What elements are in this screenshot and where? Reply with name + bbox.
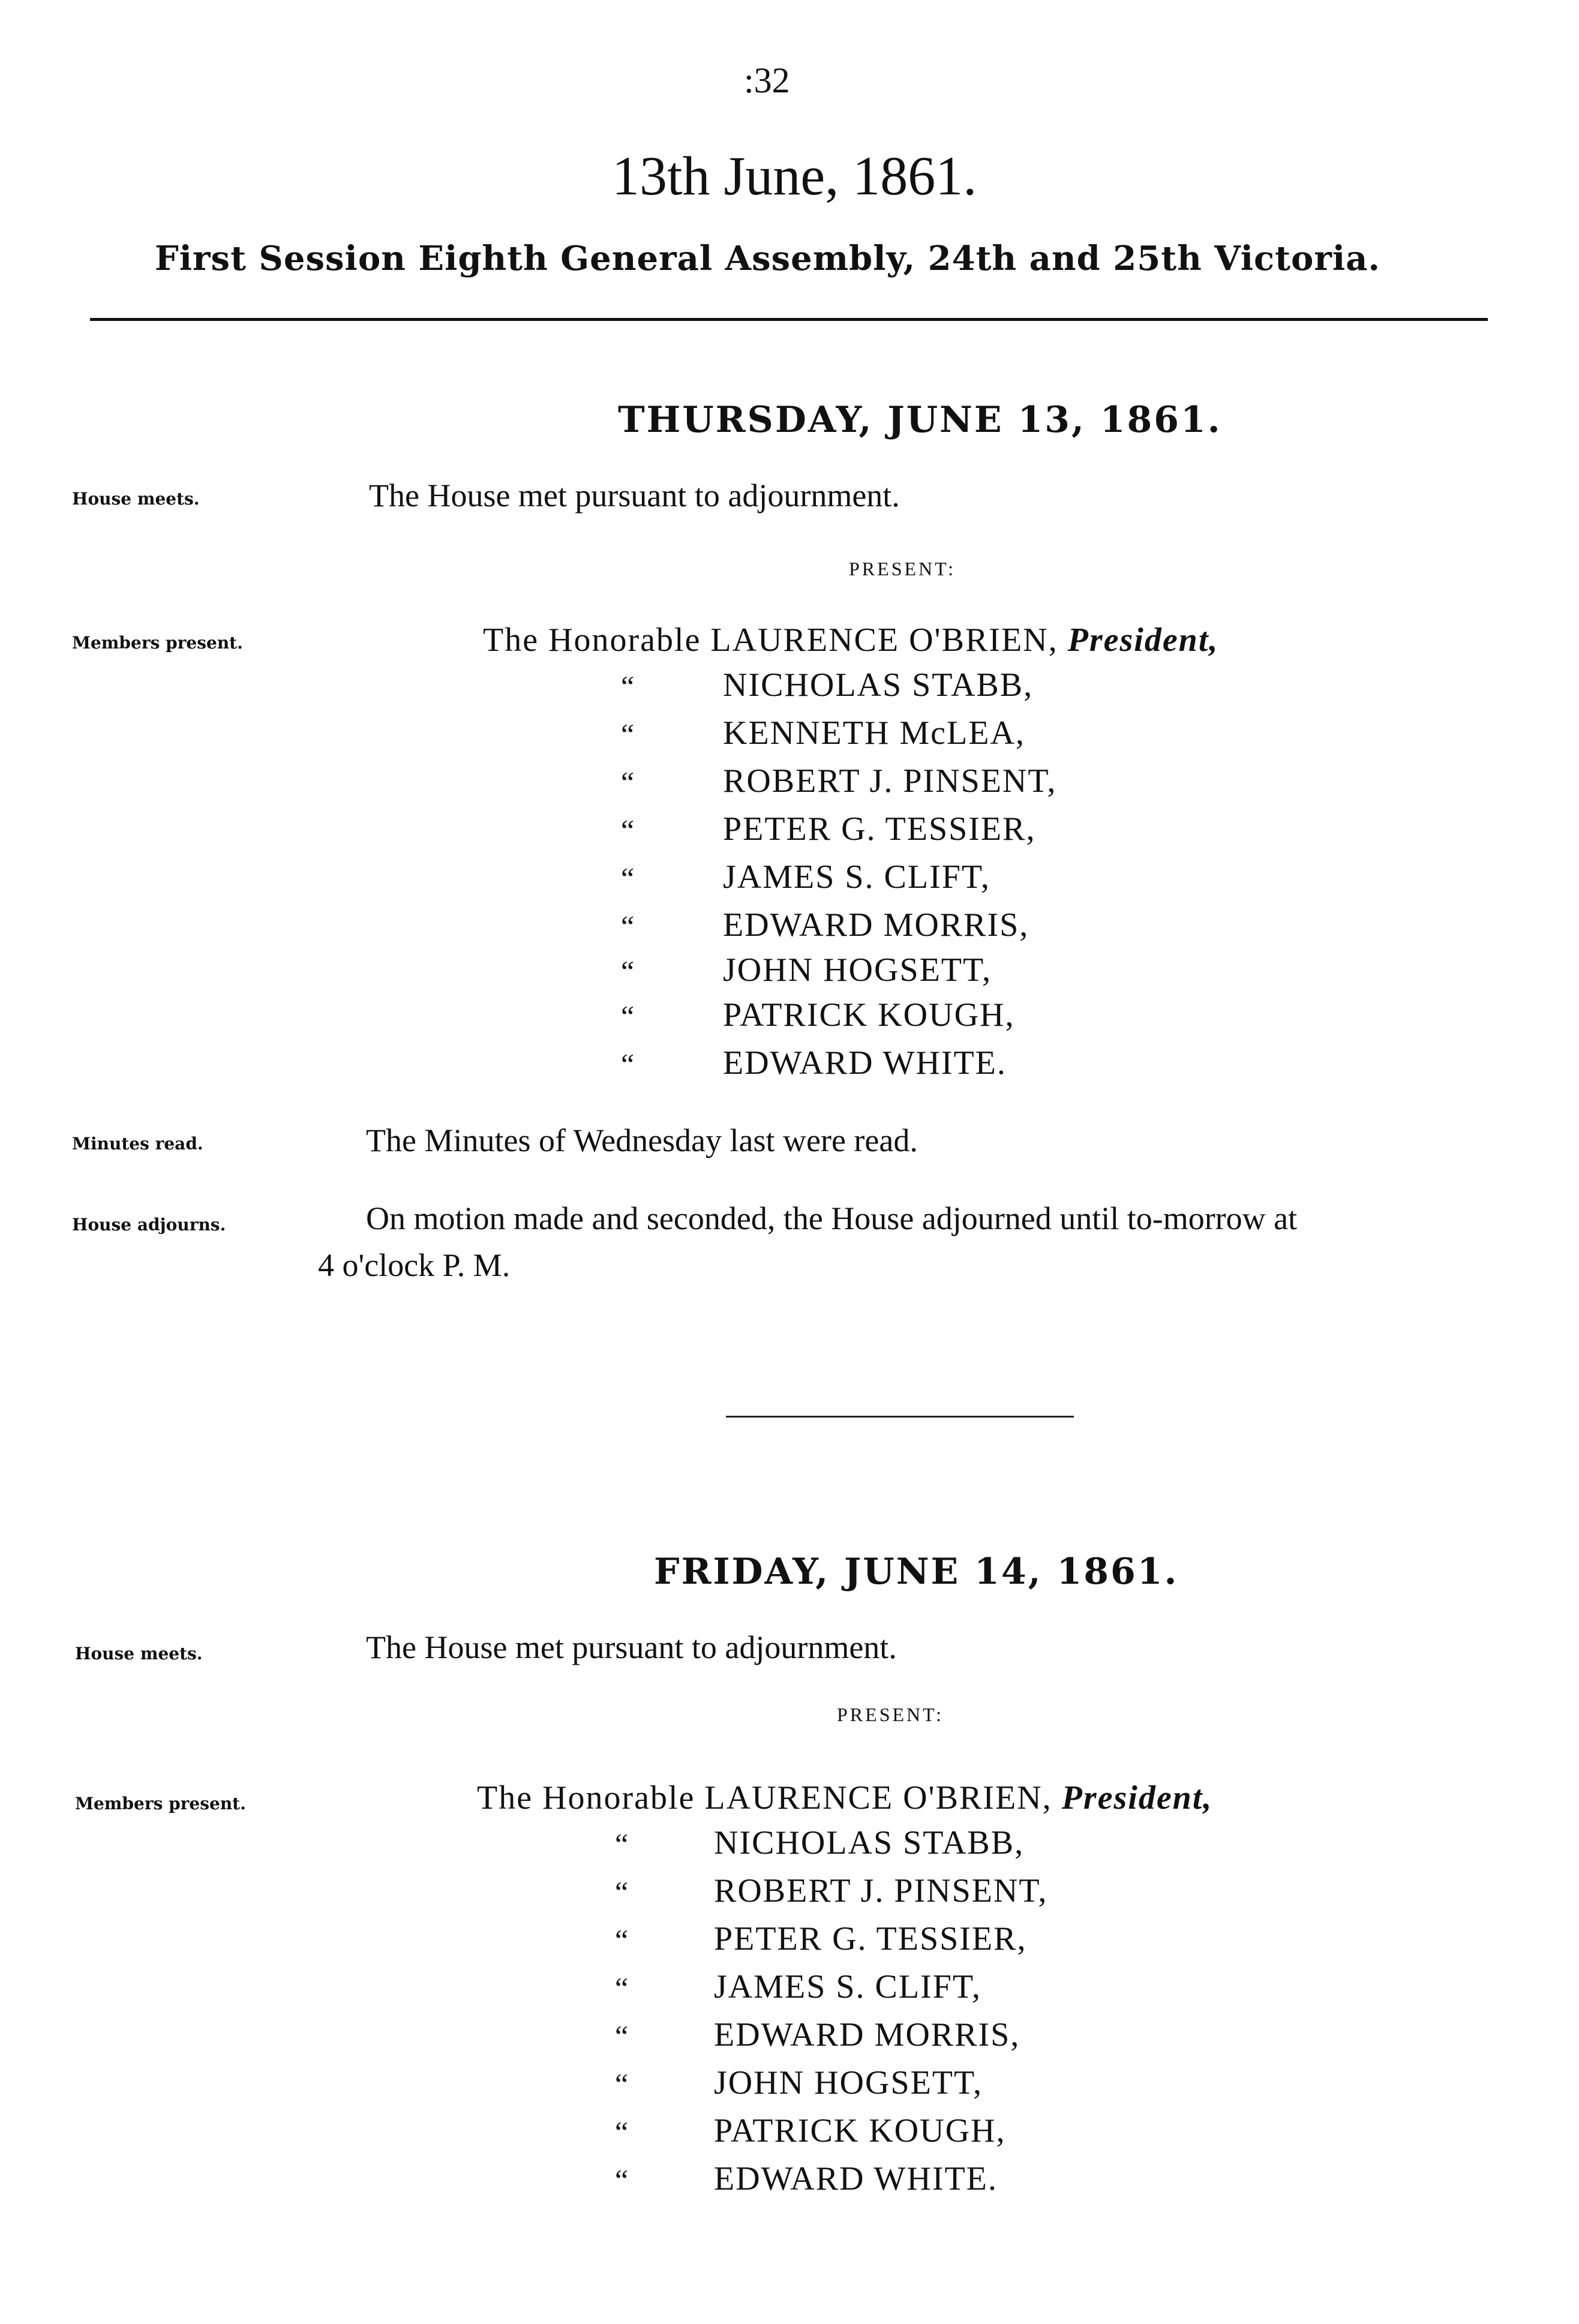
ditto-mark: “ [621, 765, 635, 799]
member-name: PETER G. TESSIER, [723, 810, 1036, 848]
member-name: JOHN HOGSETT, [723, 951, 992, 989]
member-name: JOHN HOGSETT, [714, 2064, 983, 2101]
page-number: :32 [744, 61, 790, 100]
member-name: NICHOLAS STABB, [714, 1824, 1025, 1861]
president-name: LAURENCE O'BRIEN, [704, 1779, 1052, 1816]
day-heading-friday: FRIDAY, JUNE 14, 1861. [654, 1551, 1179, 1593]
margin-note-house-adjourns: House adjourns. [72, 1215, 226, 1235]
member-name: EDWARD MORRIS, [714, 2016, 1020, 2053]
president-name: LAURENCE O'BRIEN, [710, 621, 1058, 659]
margin-note-minutes-read: Minutes read. [72, 1134, 203, 1154]
president-title: President, [1061, 1779, 1213, 1816]
ditto-mark: “ [621, 909, 635, 943]
ditto-mark: “ [615, 2115, 629, 2149]
present-label: PRESENT: [849, 558, 956, 580]
ditto-mark: “ [615, 2067, 629, 2101]
ditto-mark: “ [621, 954, 635, 988]
margin-note-house-meets: House meets. [75, 1644, 203, 1664]
page-date: 13th June, 1861. [612, 145, 977, 206]
member-name: ROBERT J. PINSENT, [723, 762, 1057, 800]
session-subtitle: First Session Eighth General Assembly, 24th and 25th Victoria. [155, 239, 1380, 278]
member-name: PETER G. TESSIER, [714, 1920, 1027, 1957]
ditto-mark: “ [615, 2163, 629, 2197]
present-label: PRESENT: [837, 1704, 944, 1725]
ditto-mark: “ [621, 813, 635, 847]
member-name: EDWARD WHITE. [723, 1044, 1007, 1082]
ditto-mark: “ [621, 669, 635, 703]
ditto-mark: “ [621, 861, 635, 895]
member-name: ROBERT J. PINSENT, [714, 1872, 1048, 1909]
honorable-prefix: The Honorable [477, 1779, 695, 1816]
member-name: JAMES S. CLIFT, [723, 858, 990, 896]
minutes-text: The Minutes of Wednesday last were read. [366, 1122, 918, 1158]
ditto-mark: “ [621, 999, 635, 1033]
ditto-mark: “ [615, 2019, 629, 2053]
president-line [477, 1779, 1212, 1817]
margin-note-members-present: Members present. [72, 633, 243, 653]
member-name: EDWARD WHITE. [714, 2160, 998, 2197]
margin-note-house-meets: House meets. [72, 489, 200, 509]
ditto-mark: “ [615, 1971, 629, 2005]
ditto-mark: “ [621, 1047, 635, 1081]
section-divider [726, 1416, 1074, 1418]
honorable-prefix: The Honorable [483, 621, 701, 659]
ditto-mark: “ [621, 717, 635, 751]
ditto-mark: “ [615, 1923, 629, 1957]
member-name: EDWARD MORRIS, [723, 906, 1029, 944]
day-heading-thursday: THURSDAY, JUNE 13, 1861. [618, 399, 1222, 441]
member-name: JAMES S. CLIFT, [714, 1968, 981, 2005]
ditto-mark: “ [615, 1875, 629, 1909]
member-name: NICHOLAS STABB, [723, 666, 1034, 704]
member-name: PATRICK KOUGH, [714, 2112, 1006, 2149]
header-rule [90, 318, 1488, 321]
margin-note-members-present: Members present. [75, 1794, 246, 1813]
president-title: President, [1067, 621, 1219, 659]
member-name: KENNETH McLEA, [723, 714, 1025, 752]
ditto-mark: “ [615, 1827, 629, 1861]
house-met-text: The House met pursuant to adjournment. [369, 478, 900, 514]
adjourn-text-line1: On motion made and seconded, the House adjourned until to-morrow at [366, 1200, 1298, 1236]
adjourn-text-line2: 4 o'clock P. M. [318, 1247, 511, 1283]
house-met-text: The House met pursuant to adjournment. [366, 1629, 897, 1665]
member-name: PATRICK KOUGH, [723, 996, 1015, 1034]
president-line [483, 621, 1218, 659]
